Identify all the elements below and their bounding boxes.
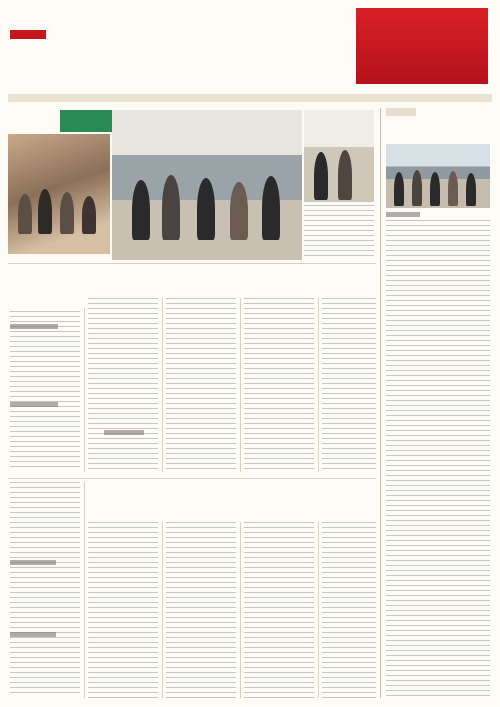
photo-caption <box>304 205 374 257</box>
second-left-col <box>10 482 80 697</box>
date-strip <box>8 94 492 102</box>
page-number <box>10 30 46 39</box>
meeting-photo <box>8 134 110 254</box>
crowd-photo <box>112 110 302 260</box>
ad-box <box>356 8 488 84</box>
visit-photo <box>304 110 374 202</box>
sidebar-photo <box>386 144 490 208</box>
sidebar-label <box>386 108 416 116</box>
